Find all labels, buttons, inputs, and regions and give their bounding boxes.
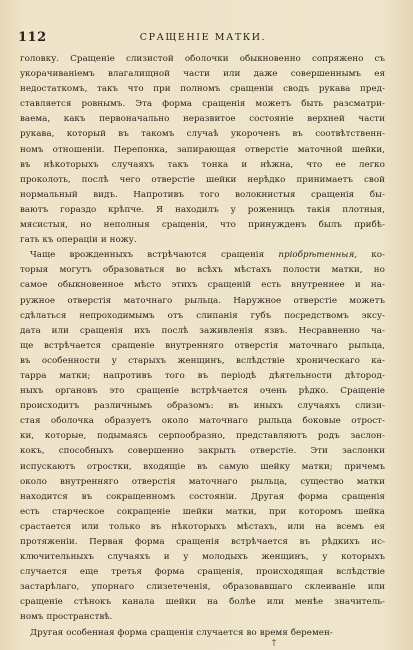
text-line: самое обыкновенное мѣсто этихъ сращеній есть внутреннее и на- — [20, 280, 385, 291]
text-line: номъ пространствѣ. — [20, 612, 113, 623]
text-line: гать къ операціи и ножу. — [20, 235, 137, 246]
text-line: ваема, какъ первоначально неразвитое состояніе верхней части — [20, 114, 385, 125]
text-line: ружное отверстія маточнаго рыльца. Наружное отверстіе можетъ — [20, 295, 385, 306]
text-line: укорачиваніемъ влагалищной части или даже совершеннымъ ея — [20, 69, 385, 80]
footer-mark: † — [272, 638, 276, 647]
page-number: 112 — [18, 30, 47, 45]
text-line: номъ отношеніи. Перепонка, запирающая отверстіе маточной шейки, — [20, 144, 385, 155]
text-line: стая оболочка образуетъ около маточнаго рыльца боковые отрост- — [20, 416, 385, 427]
running-head: СРАЩЕНІЕ МАТКИ. — [139, 32, 267, 43]
text-line: тарра матки; напротивъ того въ періодѣ дѣятельности дѣтород- — [20, 370, 385, 381]
text-line: срастается или только въ нѣкоторыхъ мѣстахъ, или на всемъ ея — [20, 521, 385, 532]
text-line: находится въ сокращенномъ состояніи. Другая форма сращенія — [20, 491, 385, 502]
text-line: Чаще врожденныхъ встрѣчаются сращенія пріобрѣтенныя, ко- — [30, 250, 385, 261]
text-line: въ нѣкоторыхъ случаяхъ такъ тонка и нѣжна, что ее легко — [20, 159, 385, 170]
text-line: ки, которые, подымаясь серпообразно, представляютъ родъ заслон- — [20, 431, 385, 442]
text-line: испускаютъ отростки, входящіе въ самую шейку матки; причемъ — [20, 461, 385, 472]
text-line: торыя могутъ образоваться во всѣхъ мѣстахъ полости матки, но — [20, 265, 385, 276]
text-line: въ особенности у старыхъ женщинъ, вслѣдствіе хроническаго ка- — [20, 355, 385, 366]
text-line: рукава, который въ такомъ случаѣ укороченъ въ соотвѣтственн- — [20, 129, 385, 140]
text-line: ще встрѣчается сращеніе внутренняго отверстія маточнаго рыльца, — [20, 340, 385, 351]
page-header — [18, 30, 388, 46]
text-line: нормальный видъ. Напротивъ того волокнистыя сращенія бы- — [20, 189, 385, 200]
text-line: ныхъ органовъ это сращеніе встрѣчается очень рѣдко. Сращеніе — [20, 386, 385, 397]
text-line: происходитъ различнымъ образомъ: въ иныхъ случаяхъ слизи- — [20, 401, 385, 412]
text-line: дата или сращенія ихъ послѣ заживленія язвъ. Несравненно ча- — [20, 325, 385, 336]
text-line: головку. Сращеніе слизистой оболочки обыкновенно сопряжено съ — [20, 54, 385, 64]
text-line: сдѣлаться непроходимымъ отъ слипанія губъ посредствомъ эксу- — [20, 310, 385, 321]
body-text — [20, 52, 385, 641]
text-line: есть старческое сокращеніе шейки матки, при которомъ шейка — [20, 506, 385, 517]
text-line: сращеніе стѣнокъ канала шейки на болѣе или менѣе значитель- — [20, 597, 385, 608]
text-line: застарѣлаго, упорнаго слизетеченія, образовавшаго склеиваніе или — [20, 582, 385, 593]
text-line: случается еще третья форма сращенія, происходящая вслѣдствіе — [20, 567, 385, 578]
text-line: кокъ, способныхъ совершенно закрыть отверстіе. Эти заслонки — [20, 446, 385, 457]
text-line: Другая особенная форма сращенія случается во время беремен- — [30, 627, 333, 638]
text-line: мясистыя, но неполныя сращенія, что принужденъ былъ прибѣ- — [20, 220, 385, 231]
text-line: около внутренняго отверстія маточнаго рыльца, существо матки — [20, 476, 385, 487]
text-line: проколоть, послѣ чего отверстіе шейки нерѣдко принимаетъ свой — [20, 174, 385, 185]
text-line: ваютъ гораздо крѣпче. Я находилъ у роженицъ такія плотныя, — [20, 204, 385, 215]
text-line: ставляется ровнымъ. Эта форма сращенія можетъ быть разсматри- — [20, 99, 385, 110]
text-line: ключительныхъ случаяхъ и у молодыхъ женщинъ, у которыхъ — [20, 552, 385, 563]
text-line: протяженіи. Первая форма сращенія встрѣчается въ рѣдкихъ ис- — [20, 537, 385, 547]
text-line: недостаткомъ, такъ что при полномъ сращеніи сводъ рукава пред- — [20, 84, 385, 95]
